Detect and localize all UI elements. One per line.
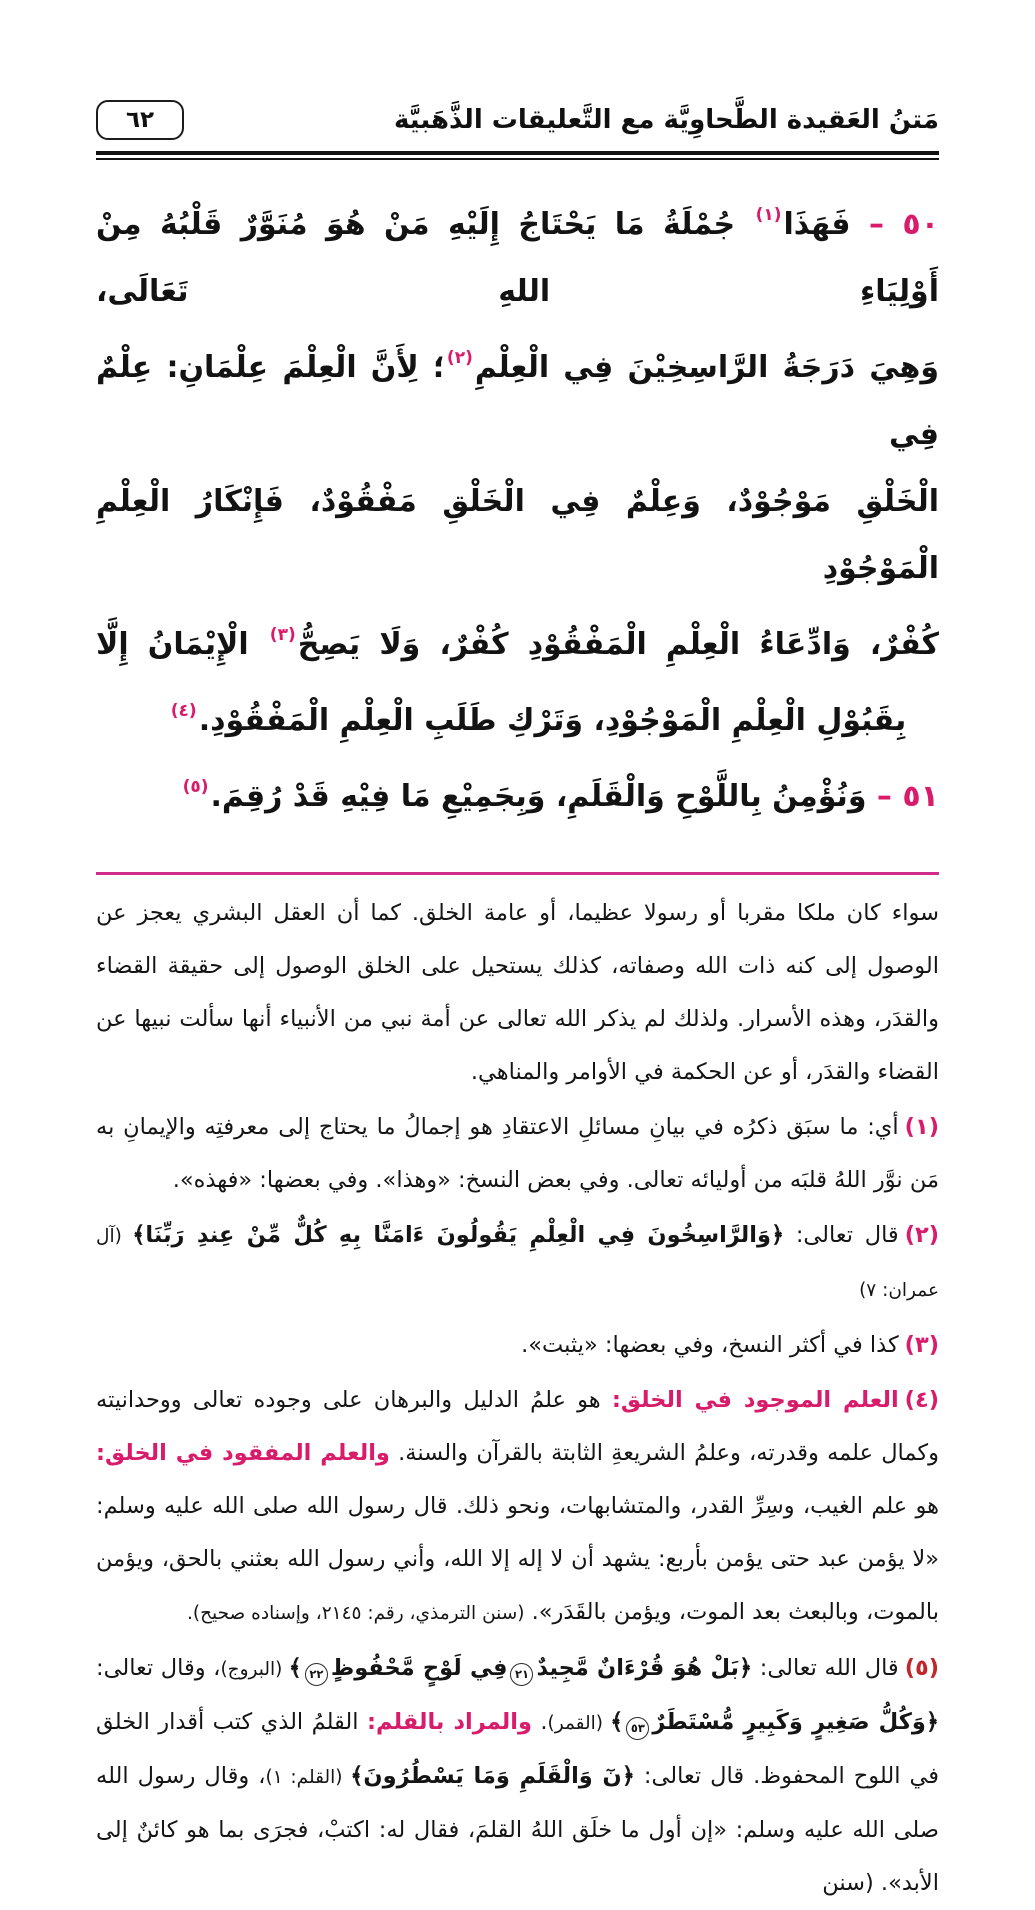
footnote-ref-4: (٤) bbox=[170, 701, 197, 721]
matn-text: وَنُؤْمِنُ بِاللَّوْحِ وَالْقَلَمِ، وَبِجَمِيْعِ مَا فِيْهِ قَدْ رُقِمَ. bbox=[210, 779, 877, 814]
footnote-2 bbox=[96, 1209, 939, 1317]
page-number-badge bbox=[96, 100, 184, 140]
citation: (آل عمران: ٧) bbox=[96, 1226, 939, 1301]
ayah-number: ٢١ bbox=[510, 1663, 533, 1686]
footnote-ref-2: (٢) bbox=[446, 348, 473, 368]
matn-text: كُفْرٌ، وَادِّعَاءُ الْعِلْمِ الْمَفْقُوْدِ كُفْرٌ، وَلَا يَصِحُّ bbox=[297, 627, 939, 662]
footnote-marker-5: (٥) bbox=[904, 1655, 940, 1681]
footnote-text: قال الله تعالى: bbox=[752, 1655, 899, 1681]
footnote-text: ، وقال رسول الله صلى الله عليه وسلم: «إن أول ما خلَق اللهُ القلمَ، فقال له: اكتبْ، فجرَى بما هو كائنٌ إلى الأبد». (سنن bbox=[96, 1763, 939, 1896]
footnote-4 bbox=[96, 1374, 939, 1640]
footnote-text: هو علمُ الدليل والبرهان على وجوده تعالى ووحدانيته وكمال علمه وقدرته، وعلمُ الشريعةِ الثابتة بالقرآن والسنة. bbox=[96, 1387, 939, 1466]
matn-text: جُمْلَةُ مَا يَحْتَاجُ إِلَيْهِ مَنْ هُوَ مُنَوَّرٌ قَلْبُهُ مِنْ أَوْلِيَاءِ اللهِ تَعَالَى، bbox=[96, 207, 939, 309]
page-title: مَتنُ العَقيدة الطَّحاوِيَّة مع التَّعليقات الذَّهَبيَّة bbox=[394, 105, 939, 135]
ayah-number: ٢٢ bbox=[305, 1663, 328, 1686]
footnote-text: سواء كان ملكا مقربا أو رسولا عظيما، أو عامة الخلق. كما أن العقل البشري يعجز عن الوصول إلى كنه ذات الله وصفاته، كذلك يستحيل على الخلق الوصول إلى حقيقة القضاء والقدَر، وهذه الأسرار. ولذلك لم يذكر الله تعالى عن أمة نبي من الأنبياء أنها سألت نبيها عن القضاء والقدَر، أو عن الحكمة في الأوامر والمناهي. bbox=[96, 900, 939, 1085]
matn-line-2 bbox=[96, 325, 939, 468]
citation: (القلم: ١) bbox=[265, 1767, 351, 1788]
citation: (سنن الترمذي، رقم: ٢١٤٥، وإسناده صحيح). bbox=[186, 1603, 525, 1624]
footnote-3 bbox=[96, 1319, 939, 1372]
footnote-marker-2: (٢) bbox=[904, 1222, 940, 1248]
citation: (القمر) bbox=[547, 1713, 611, 1734]
matn-line-5 bbox=[96, 678, 939, 754]
footnote-5 bbox=[96, 1642, 939, 1910]
footnote-ref-5: (٥) bbox=[182, 777, 209, 797]
quran-verse: ﴿وَكُلُّ صَغِيرٍ وَكَبِيرٍ مُّسْتَطَرٌ bbox=[652, 1709, 940, 1735]
ayah-number: ٥٣ bbox=[626, 1717, 649, 1740]
quran-verse: فِي لَوْحٍ مَّحْفُوظٍ bbox=[330, 1655, 508, 1681]
footnote-continuation bbox=[96, 887, 939, 1099]
matn-text: فَهَذَا bbox=[783, 207, 869, 242]
emphasis-heading: والمراد بالقلم: bbox=[366, 1709, 532, 1735]
footnote-text: ، وقال تعالى: bbox=[96, 1655, 221, 1681]
footnotes-section bbox=[96, 887, 939, 1910]
footnote-text: القلمُ الذي كتب أقدار الخلق في اللوح المحفوظ. قال تعالى: bbox=[96, 1709, 939, 1789]
citation: (البروج) bbox=[220, 1659, 289, 1680]
matn-text: بِقَبُوْلِ الْعِلْمِ الْمَوْجُوْدِ، وَتَرْكِ طَلَبِ الْعِلْمِ الْمَفْقُوْدِ. bbox=[198, 703, 907, 738]
footnote-1 bbox=[96, 1101, 939, 1207]
matn-section bbox=[96, 182, 939, 830]
footnote-marker-1: (١) bbox=[904, 1114, 939, 1140]
footnote-text: كذا في أكثر النسخ، وفي بعضها: «يثبت». bbox=[521, 1332, 899, 1358]
footnotes-separator bbox=[96, 872, 939, 875]
page-header bbox=[96, 98, 939, 142]
footnote-ref-1: (١) bbox=[755, 205, 782, 225]
footnote-text: . bbox=[531, 1709, 548, 1735]
emphasis-heading: والعلم المفقود في الخلق: bbox=[96, 1440, 390, 1466]
quran-verse: ﴿وَالرَّاسِخُونَ فِي الْعِلْمِ يَقُولُونَ ءَامَنَّا بِهِ كُلٌّ مِّنْ عِندِ رَبِّنَا﴾ bbox=[132, 1222, 785, 1248]
quran-verse: ﴾ bbox=[610, 1709, 624, 1735]
quran-verse: ﴾ bbox=[288, 1655, 302, 1681]
matn-text: الْإِيْمَانُ إِلَّا bbox=[96, 627, 268, 662]
matn-line-50 bbox=[96, 182, 939, 325]
quran-verse: ﴿بَلْ هُوَ قُرْءَانٌ مَّجِيدٌ bbox=[536, 1655, 753, 1681]
matn-text: وَهِيَ دَرَجَةُ الرَّاسِخِيْنَ فِي الْعِلْمِ bbox=[474, 350, 939, 385]
matn-line-4 bbox=[96, 602, 939, 678]
emphasis-heading: العلم الموجود في الخلق: bbox=[611, 1387, 899, 1413]
footnote-text: هو علم الغيب، وسِرِّ القدر، والمتشابهات، ونحو ذلك. قال رسول الله صلى الله عليه وسلم: «لا يؤمن عبد حتى يؤمن بأربع: يشهد أن لا إله إلا الله، وأني رسول الله بعثني بالحق، ويؤمن بالموت، وبالبعث بعد الموت، ويؤمن بالقَدَر». bbox=[96, 1493, 939, 1625]
matn-line-51 bbox=[96, 754, 939, 830]
footnote-marker-4: (٤) bbox=[904, 1387, 939, 1413]
matn-line-3 bbox=[96, 468, 939, 602]
matn-text: ؛ لِأَنَّ الْعِلْمَ عِلْمَانِ: عِلْمٌ فِي bbox=[96, 350, 939, 452]
footnote-marker-3: (٣) bbox=[904, 1332, 939, 1358]
section-number-51: ٥١ – bbox=[876, 779, 939, 814]
page-number: ٦٢ bbox=[125, 107, 155, 133]
matn-text: الْخَلْقِ مَوْجُوْدٌ، وَعِلْمٌ فِي الْخَلْقِ مَفْقُوْدٌ، فَإِنْكَارُ الْعِلْمِ الْمَوْجُوْدِ bbox=[96, 484, 939, 586]
header-double-rule bbox=[96, 151, 939, 160]
quran-verse: ﴿نٓ وَالْقَلَمِ وَمَا يَسْطُرُونَ﴾ bbox=[350, 1763, 635, 1789]
footnote-text: قال تعالى: bbox=[784, 1222, 899, 1248]
footnote-text: أي: ما سبَق ذكرُه في بيانِ مسائلِ الاعتقادِ هو إجمالُ ما يحتاج إلى معرفتِه والإيمانِ به مَن نوَّر اللهُ قلبَه من أوليائه تعالى. وفي بعض النسخ: «وهذا». وفي بعضها: «فهذه». bbox=[96, 1114, 939, 1193]
footnote-ref-3: (٣) bbox=[269, 625, 296, 645]
section-number-50: ٥٠ – bbox=[868, 207, 940, 242]
